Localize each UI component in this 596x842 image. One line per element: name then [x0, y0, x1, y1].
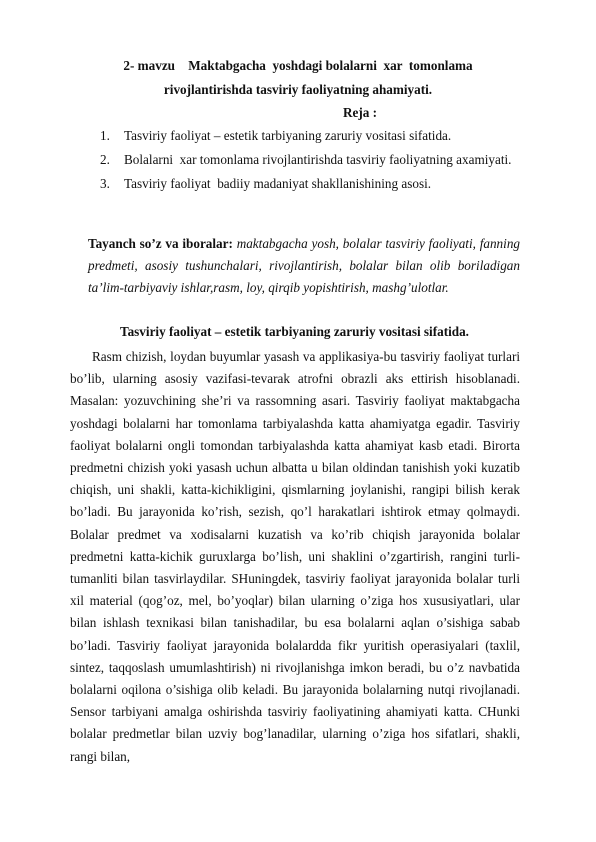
keywords-label: Tayanch so’z va iboralar:: [88, 236, 233, 251]
body-paragraph: Rasm chizish, loydan buyumlar yasash va applikasiya-bu tasviriy faoliyat turlari bo’lib, ularning asosiy vazifasi-tevarak atrofni obrazli aks ettirish hisoblanadi. Masalan: yozuvchining she’ri va rassomning asari. Tasviriy faoliyat maktabgacha yoshdagi bolalarni har tomonlama tarbiyalashda katta ahamiyatga egadir. Tasviriy faoliyat bolalarni ongli tomondan tarbiyalashda katta ahamiyat kasb etadi. Birorta predmetni chizish yoki yasash uchun albatta u bilan oldindan tanishish yoki kuzatib chiqish, uni shakli, katta-kichikligini, qismlarning joylanishi, rangipi bilish kerak bo’ladi. Bu jarayonida ko’rish, sezish, qo’l harakatlari ishtirok etmay qolmaydi. Bolalar predmet va xodisalarni kuzatish va ko’rib chiqish jarayonida bolalar predmetni katta-kichik guruxlarga bo’lish, uni shaklini o’zgartirish, rangini turli-tumanliti bilan tasvirlaydilar. SHuningdek, tasviriy faoliyat jarayonida bolalar turli xil material (qog’oz, mel, bo’yoqlar) bilan ularning o’ziga hos xususiyatlari, ular bilan ishlash texnikasi bilan tanishadilar, bu esa bolalarni aqlan o’sishiga sabab bo’ladi. Tasviriy faoliyat jarayonida bolalardda fikr yuritish operasiyalari (taxlil, sintez, taqqoslash umumlashtirish) ni rivojlanishga imkon beradi, bu o’z navbatida bolalarni oqilona o’sishiga olib keladi. Bu jarayonida bolalarning nutqi rivojlanadi. Sensor tarbiyani amalga oshirishda tasviriy faoliyatining ahamiyati katta. CHunki bolalar predmetlar bilan uzviy bog’lanadilar, ularning o’ziga hos sifatlari, shakli, rangi bilan,: [70, 349, 520, 764]
plan-item: [100, 152, 511, 168]
section-heading: Tasviriy faoliyat – estetik tarbiyaning zaruriy vositasi sifatida.: [120, 324, 469, 339]
topic-title-line-2: rivojlantirishda tasviriy faoliyatning ahamiyati.: [163, 82, 433, 97]
plan-item: [100, 128, 451, 144]
plan-item-number: 3.: [100, 176, 110, 191]
keywords-paragraph: [88, 233, 520, 299]
topic-title-line-1: 2- mavzu Maktabgacha yoshdagi bolalarni xar tomonlama: [123, 58, 473, 73]
plan-item-number: 1.: [100, 128, 110, 143]
plan-heading: Reja :: [342, 105, 378, 120]
plan-item-text: Tasviriy faoliyat – estetik tarbiyaning zaruriy vositasi sifatida.: [124, 128, 452, 143]
plan-item: [100, 176, 431, 192]
plan-item-text: Bolalarni xar tomonlama rivojlantirishda tasviriy faoliyatning axamiyati.: [124, 152, 512, 167]
plan-item-text: Tasviriy faoliyat badiiy madaniyat shakllanishining asosi.: [124, 176, 432, 191]
keywords-text: maktabgacha yosh, bolalar tasviriy faoliyati, fanning predmeti, asosiy tushunchalari, rivojlantirish, bolalar bilan olib boriladigan ta’lim-tarbiyaviy ishlar,rasm, loy, qirqib yopishtirish, mashg’ulotlar.: [88, 236, 520, 295]
plan-item-number: 2.: [100, 152, 110, 167]
